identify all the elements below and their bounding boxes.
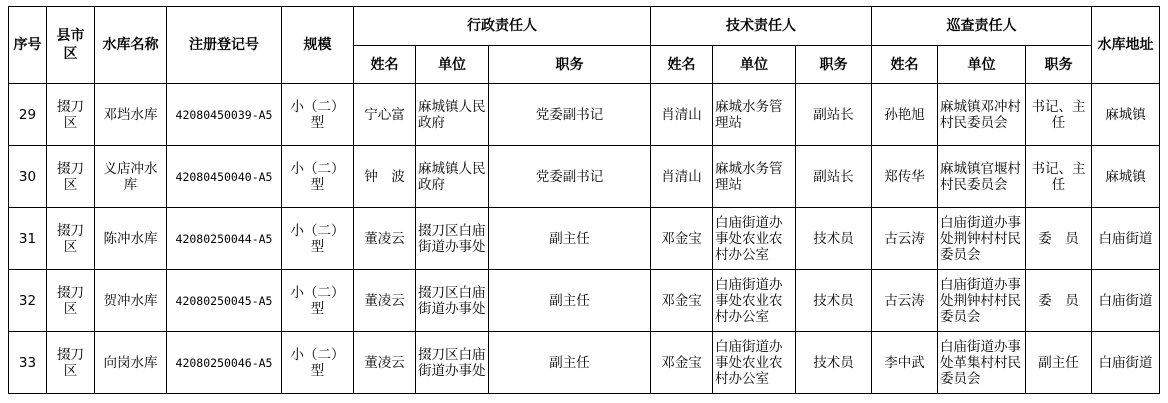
cell-reservoir-address: 麻城镇 xyxy=(1092,146,1160,208)
cell-patrol-unit: 白庙街道办事处荆钟村村民委员会 xyxy=(938,270,1026,332)
cell-reservoir-name: 陈冲水库 xyxy=(95,208,167,270)
header-patrol-unit: 单位 xyxy=(938,46,1026,84)
cell-patrol-unit: 白庙街道办事处革集村村民委员会 xyxy=(938,332,1026,394)
cell-patrol-unit: 白庙街道办事处荆钟村村民委员会 xyxy=(938,208,1026,270)
header-reservoir-address: 水库地址 xyxy=(1092,7,1160,84)
cell-tech-unit: 白庙街道办事处农业农村办公室 xyxy=(713,332,796,394)
cell-patrol-name: 孙艳旭 xyxy=(872,84,938,146)
cell-tech-unit: 麻城水务管理站 xyxy=(713,84,796,146)
header-tech-unit: 单位 xyxy=(713,46,796,84)
table-row xyxy=(9,270,1160,332)
cell-tech-duty: 技术员 xyxy=(796,270,872,332)
cell-reservoir-name: 义店冲水库 xyxy=(95,146,167,208)
cell-admin-name: 董凌云 xyxy=(354,332,416,394)
cell-scale: 小（二）型 xyxy=(282,208,354,270)
header-reg-number: 注册登记号 xyxy=(167,7,282,84)
cell-tech-duty: 副站长 xyxy=(796,146,872,208)
cell-patrol-duty: 委 员 xyxy=(1026,208,1092,270)
cell-patrol-duty: 书记、主任 xyxy=(1026,146,1092,208)
header-patrol-name: 姓名 xyxy=(872,46,938,84)
cell-seq: 29 xyxy=(9,84,47,146)
table-row xyxy=(9,332,1160,394)
cell-patrol-duty: 书记、主任 xyxy=(1026,84,1092,146)
cell-scale: 小（二）型 xyxy=(282,332,354,394)
cell-scale: 小（二）型 xyxy=(282,84,354,146)
header-scale: 规模 xyxy=(282,7,354,84)
cell-reservoir-address: 白庙街道 xyxy=(1092,270,1160,332)
header-admin-responsible: 行政责任人 xyxy=(354,7,651,46)
cell-seq: 30 xyxy=(9,146,47,208)
cell-reservoir-name: 向岗水库 xyxy=(95,332,167,394)
header-patrol-responsible: 巡查责任人 xyxy=(872,7,1092,46)
cell-scale: 小（二）型 xyxy=(282,270,354,332)
cell-admin-name: 董凌云 xyxy=(354,270,416,332)
cell-admin-duty: 副主任 xyxy=(489,270,651,332)
cell-patrol-name: 古云涛 xyxy=(872,208,938,270)
header-tech-name: 姓名 xyxy=(651,46,713,84)
cell-reservoir-name: 贺冲水库 xyxy=(95,270,167,332)
header-seq: 序号 xyxy=(9,7,47,84)
cell-tech-name: 肖清山 xyxy=(651,84,713,146)
header-admin-name: 姓名 xyxy=(354,46,416,84)
cell-tech-duty: 技术员 xyxy=(796,332,872,394)
cell-reg-number: 42080250044-A5 xyxy=(167,208,282,270)
header-row-1 xyxy=(9,7,1160,46)
cell-admin-unit: 掇刀区白庙街道办事处 xyxy=(416,332,489,394)
header-county: 县市区 xyxy=(47,7,95,84)
cell-county: 掇刀区 xyxy=(47,84,95,146)
cell-admin-unit: 麻城镇人民政府 xyxy=(416,84,489,146)
cell-county: 掇刀区 xyxy=(47,208,95,270)
cell-tech-name: 邓金宝 xyxy=(651,332,713,394)
cell-patrol-unit: 麻城镇邓冲村村民委员会 xyxy=(938,84,1026,146)
header-admin-unit: 单位 xyxy=(416,46,489,84)
cell-admin-name: 钟 波 xyxy=(354,146,416,208)
table-row xyxy=(9,84,1160,146)
cell-patrol-name: 古云涛 xyxy=(872,270,938,332)
header-tech-duty: 职务 xyxy=(796,46,872,84)
cell-patrol-duty: 副主任 xyxy=(1026,332,1092,394)
cell-tech-name: 邓金宝 xyxy=(651,270,713,332)
cell-admin-duty: 党委副书记 xyxy=(489,146,651,208)
header-reservoir-name: 水库名称 xyxy=(95,7,167,84)
cell-reservoir-name: 邓垱水库 xyxy=(95,84,167,146)
header-admin-duty: 职务 xyxy=(489,46,651,84)
cell-admin-unit: 掇刀区白庙街道办事处 xyxy=(416,270,489,332)
cell-admin-name: 董凌云 xyxy=(354,208,416,270)
cell-reservoir-address: 白庙街道 xyxy=(1092,208,1160,270)
cell-admin-duty: 党委副书记 xyxy=(489,84,651,146)
cell-seq: 32 xyxy=(9,270,47,332)
cell-admin-duty: 副主任 xyxy=(489,332,651,394)
cell-reservoir-address: 白庙街道 xyxy=(1092,332,1160,394)
cell-patrol-duty: 委 员 xyxy=(1026,270,1092,332)
header-tech-responsible: 技术责任人 xyxy=(651,7,872,46)
table-row xyxy=(9,208,1160,270)
cell-tech-unit: 白庙街道办事处农业农村办公室 xyxy=(713,270,796,332)
cell-tech-duty: 技术员 xyxy=(796,208,872,270)
cell-county: 掇刀区 xyxy=(47,270,95,332)
cell-reg-number: 42080450039-A5 xyxy=(167,84,282,146)
cell-tech-name: 邓金宝 xyxy=(651,208,713,270)
cell-admin-unit: 掇刀区白庙街道办事处 xyxy=(416,208,489,270)
cell-scale: 小（二）型 xyxy=(282,146,354,208)
cell-admin-duty: 副主任 xyxy=(489,208,651,270)
cell-patrol-name: 李中武 xyxy=(872,332,938,394)
cell-patrol-unit: 麻城镇官堰村村民委员会 xyxy=(938,146,1026,208)
cell-patrol-name: 郑传华 xyxy=(872,146,938,208)
header-patrol-duty: 职务 xyxy=(1026,46,1092,84)
cell-tech-duty: 副站长 xyxy=(796,84,872,146)
cell-tech-unit: 白庙街道办事处农业农村办公室 xyxy=(713,208,796,270)
cell-seq: 31 xyxy=(9,208,47,270)
reservoir-responsibility-table xyxy=(8,6,1160,394)
cell-reg-number: 42080450040-A5 xyxy=(167,146,282,208)
cell-seq: 33 xyxy=(9,332,47,394)
cell-tech-unit: 麻城水务管理站 xyxy=(713,146,796,208)
cell-reservoir-address: 麻城镇 xyxy=(1092,84,1160,146)
cell-reg-number: 42080250045-A5 xyxy=(167,270,282,332)
table-row xyxy=(9,146,1160,208)
cell-county: 掇刀区 xyxy=(47,146,95,208)
cell-admin-unit: 麻城镇人民政府 xyxy=(416,146,489,208)
cell-county: 掇刀区 xyxy=(47,332,95,394)
cell-admin-name: 宁心富 xyxy=(354,84,416,146)
cell-reg-number: 42080250046-A5 xyxy=(167,332,282,394)
cell-tech-name: 肖清山 xyxy=(651,146,713,208)
